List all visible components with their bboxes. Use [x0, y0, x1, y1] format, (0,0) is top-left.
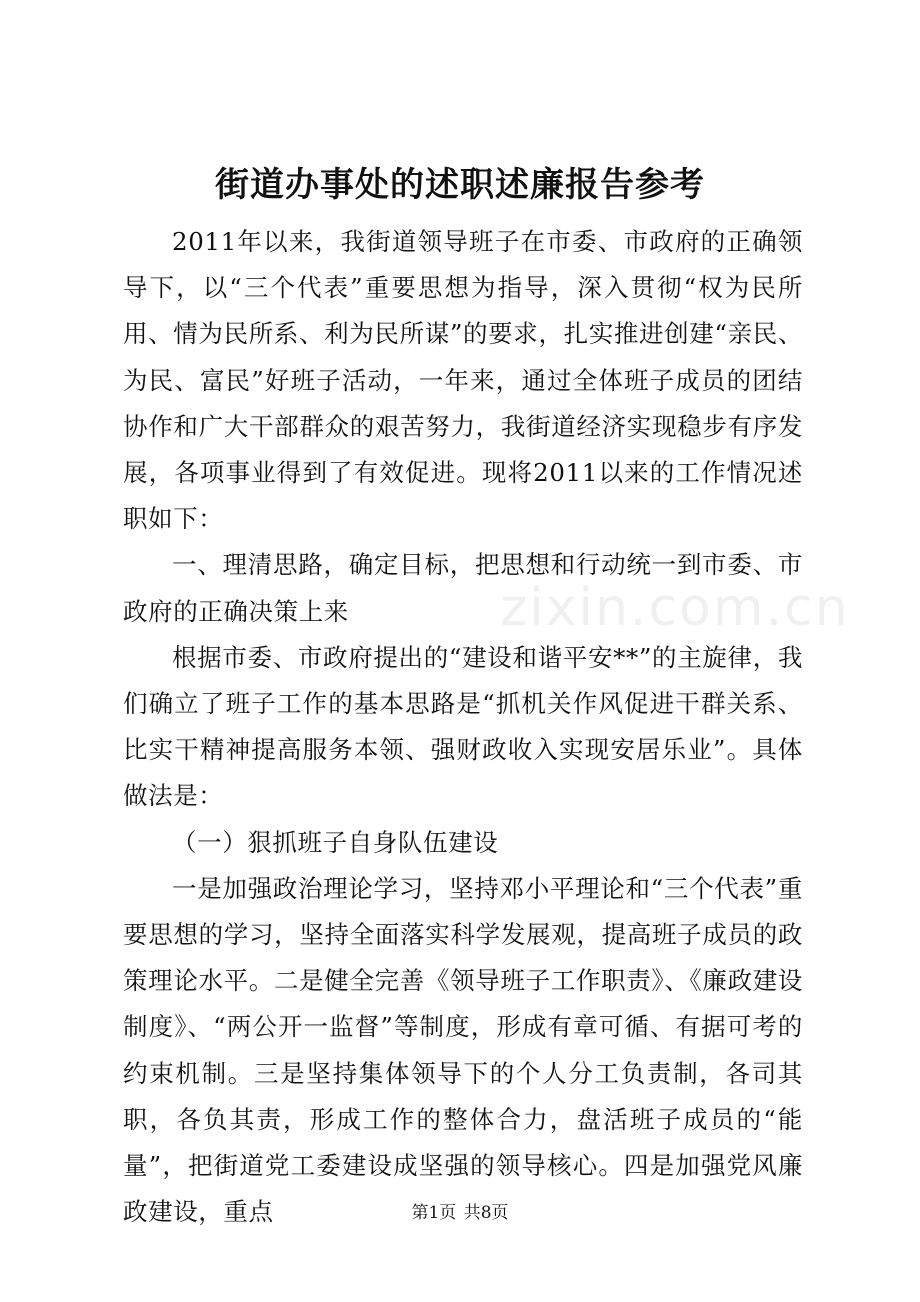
- page-footer: [0, 1201, 920, 1225]
- document-body: [123, 219, 803, 1235]
- paragraph-details: 一是加强政治理论学习，坚持邓小平理论和“三个代表”重要思想的学习，坚持全面落实科学发展观，提高班子成员的政策理论水平。二是健全完善《领导班子工作职责》、《廉政建设制度》、“两公开一监督”等制度，形成有章可循、有据可考的约束机制。三是坚持集体领导下的个人分工负责制，各司其职，各负其责，形成工作的整体合力，盘活班子成员的“能量”，把街道党工委建设成坚强的领导核心。四是加强党风廉政建设，重点: [123, 873, 803, 1227]
- document-title: 街道办事处的述职述廉报告参考: [215, 165, 705, 205]
- paragraph-intro: 2011年以来，我街道领导班子在市委、市政府的正确领导下，以“三个代表”重要思想为指导，深入贯彻“权为民所用、情为民所系、利为民所谋”的要求，扎实推进创建“亲民、为民、富民”好班子活动，一年来，通过全体班子成员的团结协作和广大干部群众的艰苦努力，我街道经济实现稳步有序发展，各项事业得到了有效促进。现将2011以来的工作情况述职如下：: [123, 227, 803, 534]
- watermark-logo: zixin.com.cn: [500, 578, 850, 638]
- paragraph-approach: 根据市委、市政府提出的“建设和谐平安**”的主旋律，我们确立了班子工作的基本思路是“抓机关作风促进干群关系、比实干精神提高服务本领、强财政收入实现安居乐业”。具体做法是：: [123, 642, 803, 811]
- page-total: 共8页: [463, 1203, 509, 1223]
- page-number: 第1页: [411, 1203, 457, 1223]
- paragraph-section-heading: 一、理清思路，确定目标，把思想和行动统一到市委、市政府的正确决策上来: [123, 550, 803, 626]
- paragraph-subheading: （一）狠抓班子自身队伍建设: [172, 827, 499, 857]
